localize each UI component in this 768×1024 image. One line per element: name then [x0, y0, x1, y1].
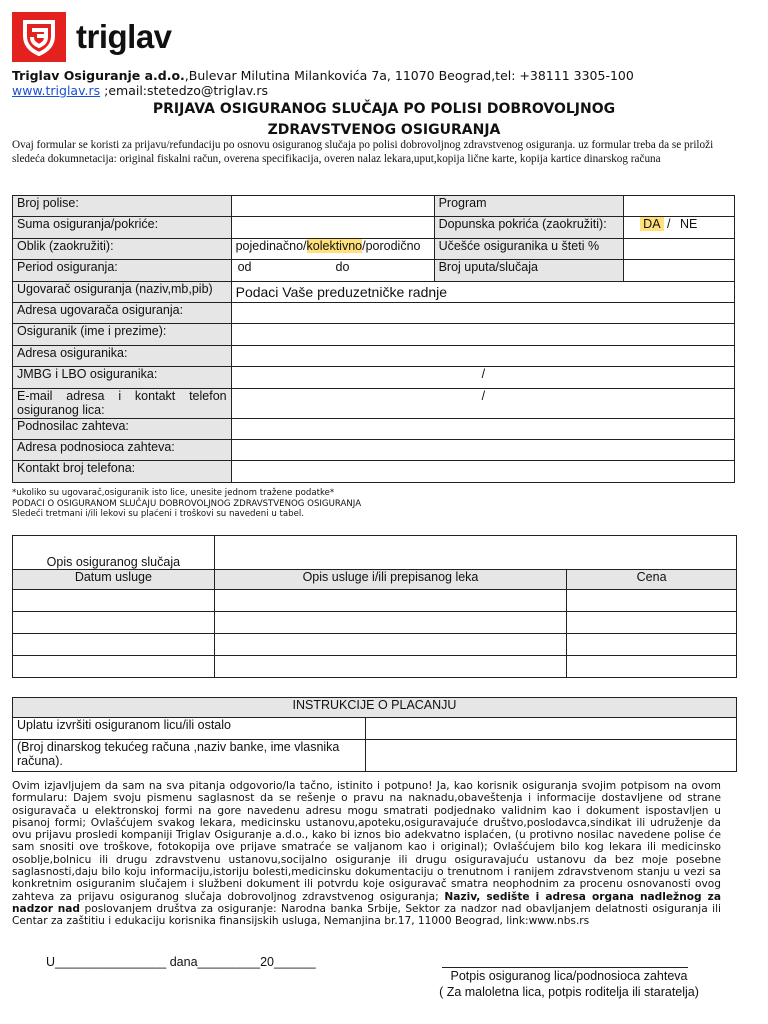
option-ne[interactable]: NE — [679, 217, 698, 232]
label-adresa-ugovaraca: Adresa ugovarača osiguranja: — [13, 302, 232, 323]
cell-opis[interactable] — [214, 634, 566, 656]
brand-name: triglav — [76, 18, 172, 55]
label-uputa: Broj uputa/slučaja — [434, 260, 624, 281]
label-period: Period osiguranja: — [13, 260, 232, 281]
payment-table — [12, 697, 737, 772]
triglav-emblem-icon — [12, 12, 66, 62]
label-racun: (Broj dinarskog tekućeg računa ,naziv banke, ime vlasnika računa). — [13, 740, 366, 772]
cell-opis[interactable] — [214, 590, 566, 612]
field-ugovarac[interactable]: Podaci Vaše preduzetničke radnje — [231, 281, 734, 302]
field-uputa[interactable] — [624, 260, 735, 281]
label-broj-polise: Broj polise: — [13, 196, 232, 217]
intro-text: Ovaj formular se koristi za prijavu/refundaciju po osnovu osiguranog slučaja po polisi dobrovoljnog zdravstvenog osiguranja. uz formular treba da se priloži sledeća dokumnetacija: original fiskalni račun, overena specifikacija, overen nalaz lekara,uput,kopija lične karte, kopija kartice dinarskog računa — [12, 139, 714, 165]
cell-cena[interactable] — [567, 634, 737, 656]
field-uplata[interactable] — [365, 718, 736, 740]
website-link[interactable]: www.triglav.rs — [12, 83, 101, 98]
col-opis: Opis usluge i/ili prepisanog leka — [214, 570, 566, 590]
option-kolektivno[interactable]: kolektivno — [306, 238, 363, 253]
field-oblik[interactable] — [231, 238, 434, 259]
title-line-2: ZDRAVSTVENOG OSIGURANJA — [267, 122, 501, 138]
cell-opis[interactable] — [214, 612, 566, 634]
company-email: ;email:stetedzo@triglav.rs — [100, 83, 268, 98]
label-email: E-mail adresa i kontakt telefon osiguranog lica: — [13, 388, 232, 418]
option-sep: / — [663, 217, 674, 232]
option-da[interactable]: DA — [640, 217, 663, 231]
field-period[interactable] — [231, 260, 434, 281]
field-adresa-podnosioca[interactable] — [231, 439, 734, 460]
label-uplata: Uplatu izvršiti osiguranom licu/ili ostalo — [13, 718, 366, 740]
cell-datum[interactable] — [13, 656, 215, 678]
claim-form-table — [12, 195, 735, 483]
declaration-tail: poslovanjem društva za osiguranje: Narodna banka Srbije, Sektor za nadzor nad obavljanjem delatnosti osiguranja ili Centar za zaštitiu i edukaciju korisnika finansijskih usluga, Nemanjina br.17, 11000 Beograd, link:www.nbs.rs — [12, 902, 721, 928]
field-osiguranik[interactable] — [231, 324, 734, 345]
table-row — [13, 590, 737, 612]
note-line-1: *ukoliko su ugovarač,osiguranik isto lice, unesite jednom tražene podatke* — [12, 488, 335, 498]
place-date-line[interactable]: U________________ dana_________20______ — [46, 955, 316, 969]
case-table — [12, 535, 737, 678]
cell-datum[interactable] — [13, 612, 215, 634]
field-adresa-ugovaraca[interactable] — [231, 302, 734, 323]
period-od: od — [237, 260, 252, 275]
option-porodicno[interactable]: /porodično — [362, 238, 421, 253]
label-jmbg: JMBG i LBO osiguranika: — [13, 367, 232, 388]
title-line-1: PRIJAVA OSIGURANOG SLUČAJA PO POLISI DOBROVOLJNOG — [152, 101, 616, 117]
cell-cena[interactable] — [567, 656, 737, 678]
label-podnosilac: Podnosilac zahteva: — [13, 418, 232, 439]
cell-datum[interactable] — [13, 634, 215, 656]
label-ucesce: Učešće osiguranika u šteti % — [434, 238, 624, 259]
label-kontakt: Kontakt broj telefona: — [13, 461, 232, 482]
label-oblik: Oblik (zaokružiti): — [13, 238, 232, 259]
field-opis-slucaja[interactable] — [214, 536, 736, 570]
note-line-3: Sledeći tretmani i/ili lekovi su plaćeni i troškovi su navedeni u tabel. — [12, 509, 305, 519]
cell-datum[interactable] — [13, 590, 215, 612]
company-address: ,Bulevar Milutina Milankovića 7a, 11070 Beograd,tel: +38111 3305-100 — [184, 68, 634, 83]
triglav-logo — [12, 12, 172, 62]
cell-cena[interactable] — [567, 612, 737, 634]
col-cena: Cena — [567, 570, 737, 590]
field-adresa-osiguranika[interactable] — [231, 345, 734, 366]
table-row — [13, 656, 737, 678]
declaration-body: Ovim izjavljujem da sam na sva pitanja odgovorio/la tačno, istinito i potpuno! Ja, kao korisnik osiguranja svojim potpisom na ovom formularu: Dajem svoju pismenu saglasnost da se rešenje o pravu na naknadu,obaveštenja i informacije dostavljene od strane osiguravača u elektronskoj formi na gore navedenu adresu mogu smatrati podjednako validnim kao i dokument ispostavljen u pisanoj formi; Ovlašćujem svakog lekara, medicinsku ustanovu,apoteku,osiguravajuće društvo,poslodavca,sindikat ili udruženje da ovu prijavu prosledi kompaniji Triglav Osiguranje a.d.o., kako bi iznos bio adekvatno isplaćen, (u protivno nosilac navedene polise će sam snositi ove troškove, fotokopija ove prijave smatraće se valjanom kao i original); Ovlašćujem bilo kog lekara ili medicinsko osoblje,bolnicu ili drugu zdravstvenu ustanovu,socijalno osiguranje ili drugu osiguravajuću ustanovu da bez moje posebne saglasnosti,daju bilo koju informaciju,istoriju bolesti,medicinsku dokumentaciju o trenutnom i ranijem zdravstvenom stanju u vezi sa konkretnim osiguranim slučajem i službeni dokument ili potvrdu koje osiguravač smatra neophodnim za procenu osnovanosti ovog zahteva za prijavu osiguranog slučaja dobrovoljnog zdravstvenog osiguranja; — [12, 780, 721, 903]
period-do: do — [335, 260, 350, 275]
field-program[interactable] — [624, 196, 735, 217]
field-email[interactable]: / — [231, 388, 734, 418]
field-podnosilac[interactable] — [231, 418, 734, 439]
note-line-2: PODACI O OSIGURANOM SLUČAJU DOBROVOLJNOG ZDRAVSTVENOG OSIGURANJA — [12, 498, 362, 509]
label-opis-slucaja: Opis osiguranog slučaja — [13, 536, 215, 570]
field-suma[interactable] — [231, 217, 434, 238]
cell-opis[interactable] — [214, 656, 566, 678]
label-adresa-osiguranika: Adresa osiguranika: — [13, 345, 232, 366]
label-dopunska: Dopunska pokrića (zaokružiti): — [434, 217, 624, 238]
col-datum: Datum usluge — [13, 570, 215, 590]
field-broj-polise[interactable] — [231, 196, 434, 217]
company-info — [12, 68, 634, 98]
option-pojedinacno[interactable]: pojedinačno/ — [235, 238, 307, 253]
signature-caption-2: ( Za maloletna lica, potpis roditelja ili staratelja) — [439, 985, 699, 999]
company-name: Triglav Osiguranje a.d.o. — [12, 68, 185, 83]
declaration-text — [12, 780, 721, 928]
field-racun[interactable] — [365, 740, 736, 772]
table-row — [13, 612, 737, 634]
table-row — [13, 634, 737, 656]
form-notes — [12, 488, 361, 520]
declaration-bold: Naziv, sedište i adresa organa nadležnog za nadzor nad — [12, 890, 721, 915]
form-title — [0, 99, 768, 141]
signature-caption — [430, 968, 708, 1000]
cell-cena[interactable] — [567, 590, 737, 612]
field-jmbg[interactable]: / — [231, 367, 734, 388]
label-program: Program — [434, 196, 624, 217]
label-ugovarac: Ugovarač osiguranja (naziv,mb,pib) — [13, 281, 232, 302]
signature-caption-1: Potpis osiguranog lica/podnosioca zahteva — [450, 969, 688, 983]
label-osiguranik: Osiguranik (ime i prezime): — [13, 324, 232, 345]
payment-header: INSTRUKCIJE O PLACANJU — [13, 698, 737, 718]
label-adresa-podnosioca: Adresa podnosioca zahteva: — [13, 439, 232, 460]
field-ucesce[interactable] — [624, 238, 735, 259]
field-dopunska[interactable] — [624, 217, 735, 238]
label-suma: Suma osiguranja/pokriće: — [13, 217, 232, 238]
field-kontakt[interactable] — [231, 461, 734, 482]
